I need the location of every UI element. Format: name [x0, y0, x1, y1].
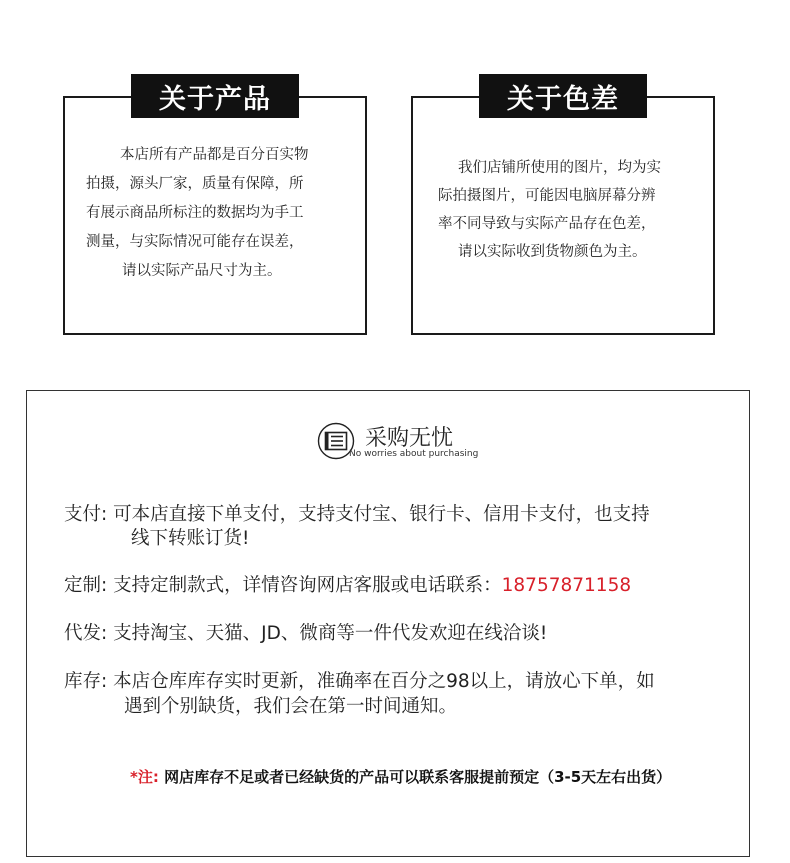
- about-color-line: 际拍摄图片，可能因电脑屏幕分辨: [438, 188, 656, 204]
- stock-text-continuation: 遇到个别缺货，我们会在第一时间通知。: [124, 696, 458, 717]
- stock-row: [64, 667, 655, 693]
- purchase-title: 采购无忧: [365, 426, 454, 451]
- note-label: *注:: [130, 768, 159, 786]
- payment-text-continuation: 线下转账订货!: [131, 528, 250, 549]
- dropship-row: [64, 619, 547, 645]
- about-color-line: 请以实际收到货物颜色为主。: [458, 244, 647, 260]
- payment-row: [64, 500, 650, 526]
- dropship-text: 支持淘宝、天猫、JD、微商等一件代发欢迎在线洽谈!: [113, 623, 548, 644]
- customization-row: [64, 571, 631, 597]
- about-color-text: [438, 154, 703, 266]
- purchase-subtitle: No worries about purchasing: [349, 449, 479, 459]
- about-product-line: 本店所有产品都是百分百实物: [120, 147, 309, 163]
- about-product-line: 请以实际产品尺寸为主。: [122, 263, 282, 279]
- stock-label: 库存:: [64, 671, 108, 692]
- preorder-note: [130, 766, 671, 787]
- about-product-text: [86, 141, 351, 286]
- about-product-title: 关于产品: [131, 74, 299, 118]
- payment-text: 可本店直接下单支付，支持支付宝、银行卡、信用卡支付，也支持: [113, 504, 650, 525]
- payment-label: 支付:: [64, 504, 108, 525]
- phone-number[interactable]: 18757871158: [501, 575, 632, 596]
- dropship-label: 代发:: [64, 623, 108, 644]
- customization-label: 定制:: [64, 575, 108, 596]
- note-text: 网店库存不足或者已经缺货的产品可以联系客服提前预定（3-5天左右出货）: [164, 768, 672, 786]
- stock-text: 本店仓库库存实时更新，准确率在百分之98以上，请放心下单，如: [113, 671, 655, 692]
- about-product-line: 拍摄，源头厂家，质量有保障，所: [86, 176, 304, 192]
- about-color-line: 率不同导致与实际产品存在色差，: [438, 216, 656, 232]
- about-product-line: 测量，与实际情况可能存在误差，: [86, 234, 304, 250]
- about-color-line: 我们店铺所使用的图片，均为实: [458, 160, 661, 176]
- about-product-line: 有展示商品所标注的数据均为手工: [86, 205, 304, 221]
- customization-text: 支持定制款式，详情咨询网店客服或电话联系：: [113, 575, 502, 596]
- about-color-title: 关于色差: [479, 74, 647, 118]
